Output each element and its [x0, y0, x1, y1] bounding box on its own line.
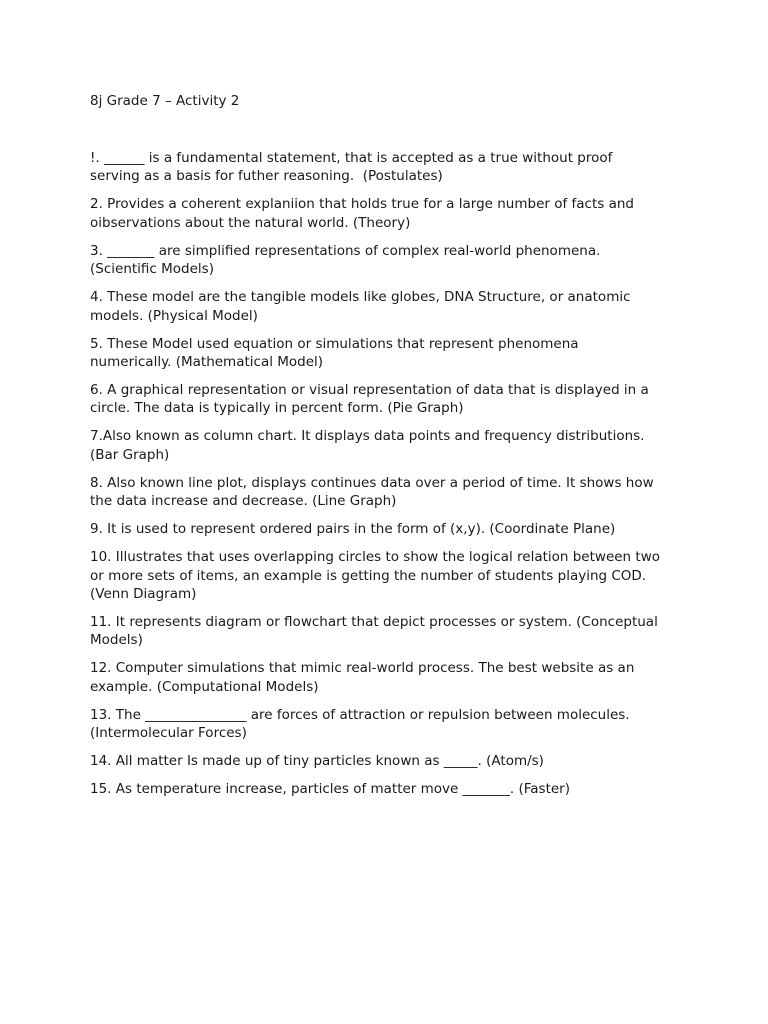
question-item: 15. As temperature increase, particles of matter move _______. (Faster): [90, 781, 570, 798]
question-item: 5. These Model used equation or simulations that represent phenomena numerically. (Mathematical Model): [90, 335, 579, 371]
question-item: 9. It is used to represent ordered pairs in the form of (x,y). (Coordinate Plane): [90, 521, 616, 538]
question-item: 8. Also known line plot, displays continues data over a period of time. It shows how the data increase and decrease. (Line Graph): [90, 474, 654, 510]
question-item: 4. These model are the tangible models like globes, DNA Structure, or anatomic models. (Physical Model): [90, 289, 631, 324]
question-item: 13. The _______________ are forces of attraction or repulsion between molecules. (Intermolecular Forces): [90, 706, 630, 742]
question-item: 12. Computer simulations that mimic real-world process. The best website as an example. (Computational Models): [90, 660, 635, 695]
question-item: 3. _______ are simplified representations of complex real-world phenomena. (Scientific Models): [90, 242, 601, 278]
question-item: 2. Provides a coherent explaniion that holds true for a large number of facts and oibservations about the natural world. (Theory): [90, 196, 634, 231]
question-list: [90, 149, 690, 808]
document-title: 8j Grade 7 – Activity 2: [90, 93, 240, 109]
question-item: !. ______ is a fundamental statement, that is accepted as a true without proof serving as a basis for futher reasoning. (Postulates): [90, 150, 613, 185]
question-item: 7.Also known as column chart. It displays data points and frequency distributions. (Bar Graph): [90, 428, 645, 463]
question-item: 14. All matter Is made up of tiny particles known as _____. (Atom/s): [90, 753, 544, 770]
question-item: 11. It represents diagram or flowchart that depict processes or system. (Conceptual Models): [90, 614, 658, 649]
question-item: 6. A graphical representation or visual representation of data that is displayed in a circle. The data is typically in percent form. (Pie Graph): [90, 382, 649, 417]
question-item: 10. Illustrates that uses overlapping circles to show the logical relation between two or more sets of items, an example is getting the number of students playing COD. (Venn Diagram): [90, 549, 660, 603]
